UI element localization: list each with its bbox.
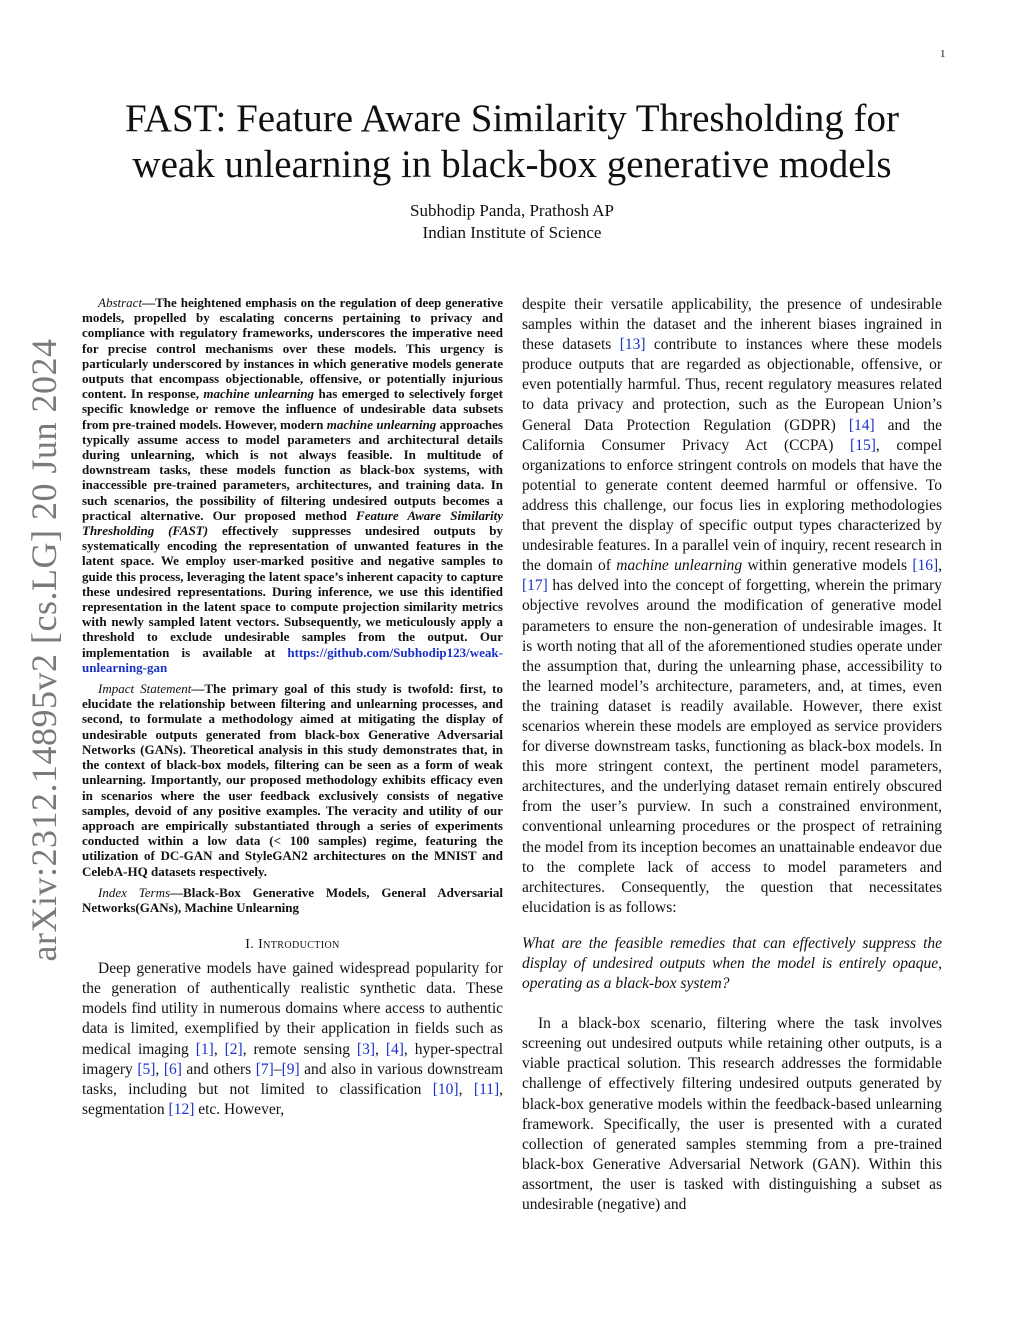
index-terms-text: Black-Box Generative Models, General Adversarial Networks(GANs), Machine Unlearning [82, 884, 503, 915]
author-names: Subhodip Panda, Prathosh AP [409, 201, 615, 220]
abstract-text-4: effectively suppresses undesired outputs by systematically encoding the representation of unwanted features in the latent space. We employ user-marked positive and negative samples to guide this process, leveraging the latent space’s inherent capacity to capture these undesired representations. During inference, we use this identified representation in the latent space to compute projection similarity metrics with newly sampled latent vectors. Subsequently, we meticulously apply a threshold to exclude undesirable samples from the output. Our implementation is available at [82, 523, 503, 660]
citation[interactable]: [5] [137, 1060, 156, 1078]
author-block [0, 200, 1024, 244]
code-link[interactable]: https://github.com/Subhodip123/weak-unlearning-gan [82, 644, 503, 675]
emphasis-machine-unlearning: machine unlearning [616, 557, 743, 575]
citation[interactable]: [16] [912, 557, 939, 575]
right-column [522, 295, 942, 1215]
left-column [82, 295, 503, 1120]
citation[interactable]: [9] [281, 1060, 300, 1078]
black-box-paragraph: In a black-box scenario, filtering where the task involves screening out undesired outputs while retaining other outputs, is a viable practical solution. This research addresses the formidable challenge of effectively filtering undesired outputs generated by black-box generative models within the feedback-based unlearning framework. Specifically, the user is presented with a curated collection of generated samples stemming from a pre-trained black-box Generative Adversarial Network (GAN). Within this assortment, the user is tasked with distinguishing a subset as undesirable (negative) and [522, 1015, 942, 1214]
section-heading-introduction [82, 937, 503, 953]
abstract-text-2: has emerged to selectively forget specific knowledge or remove the influence of undesirable data subsets from pre-trained models. However, modern [82, 386, 504, 432]
citation[interactable]: [12] [168, 1100, 195, 1118]
impact-text: The primary goal of this study is twofold: first, to elucidate the relationship between filtering and unlearning processes, and second, to formulate a methodology aimed at mitigating the display of undesirable outputs generated from black-box Generative Adversarial Networks (GANs). Theoretical analysis in this study demonstrates that, in the context of black-box models, filtering can be seen as a form of weak unlearning. Importantly, our proposed methodology exhibits efficacy even in scenarios where the user feedback exclusively consists of negative samples, devoid of any positive examples. The veracity and utility of our approach are empirically substantiated through a series of experiments conducted within a low data (< 100 samples) regime, featuring the utilization of DC-GAN and StyleGAN2 architectures on the MNIST and CelebA-HQ datasets respectively. [82, 681, 503, 879]
abstract-text-1: The heightened emphasis on the regulation of deep generative models, propelled by escalating concerns pertaining to privacy and compliance with regulatory frameworks, underscores the imperative need for precise control mechanisms over these models. This urgency is particularly underscored by instances in which generative models generate outputs that encompass objectionable, offensive, or potentially injurious content. In response, [82, 295, 503, 402]
title-line-1: FAST: Feature Aware Similarity Thresholding for [124, 97, 899, 140]
citation[interactable]: [10] [432, 1080, 459, 1098]
citation[interactable]: [17] [522, 577, 548, 595]
index-terms-label: Index Terms [98, 884, 171, 900]
section-title: Introduction [258, 937, 340, 953]
impact-label: Impact Statement [98, 681, 192, 697]
citation[interactable]: [11] [473, 1080, 500, 1098]
citation[interactable]: [2] [224, 1040, 243, 1058]
citation[interactable]: [6] [163, 1060, 182, 1078]
affiliation: Indian Institute of Science [422, 223, 602, 242]
abstract: Abstract—The heightened emphasis on the regulation of deep generative models, propelled by escalating concerns pertaining to privacy and compliance with regulatory frameworks, underscores the imperative need for precise control mechanisms over these models. This urgency is particularly underscored by instances in which generative models generate outputs that encompass objectionable, offensive, or potentially injurious content. In response, machine unlearning has emerged to selectively forget specific knowledge or remove the influence of undesirable data subsets from pre-trained models. However, modern machine unlearning approaches typically assume access to model parameters and architectural details during unlearning, which is not always feasible. In multitude of downstream tasks, these models function as black-box systems, with inaccessible pre-trained parameters, architectures, and training data. In such scenarios, the possibility of filtering undesired outputs becomes a practical alternative. Our proposed method Feature Aware Similarity Thresholding (FAST) effectively suppresses undesired outputs by systematically encoding the representation of unwanted features in the latent space. We employ user-marked positive and negative samples to guide this process, leveraging the latent space’s inherent capacity to capture these undesired representations. During inference, we use this identified representation in the latent space to compute projection similarity metrics with newly sampled latent vectors. Subsequently, we meticulously apply a threshold to exclude undesirable samples from the output. Our implementation is available at https://github.com/Subhodip123/weak-unlearning-gan Impact Statement—The primary goal of this study is twofold: first, to elucidate the relationship between filtering and unlearning processes, and second, to formulate a methodology aimed at mitigating the display of undesirable outputs generated from black-box Generative Adversarial Networks (GANs). Theoretical analysis in this study demonstrates that, in the context of black-box models, filtering can be seen as a form of weak unlearning. Importantly, our proposed methodology exhibits efficacy even in scenarios where the user feedback exclusively consists of negative samples, devoid of any positive examples. The veracity and utility of our approach are empirically substantiated through a series of experiments conducted within a low data (< 100 samples) regime, featuring the utilization of DC-GAN and StyleGAN2 architectures on the MNIST and CelebA-HQ datasets respectively. Index Terms—Black-Box Generative Models, General Adversarial Networks(GANs), Machine Unlearning [82, 295, 504, 915]
research-question: What are the feasible remedies that can effectively suppress the display of undesired outputs when the model is entirely opaque, operating as a black-box system? [522, 934, 942, 993]
abstract-em-1: machine unlearning [203, 386, 315, 402]
paper-title [0, 96, 1024, 188]
arxiv-stamp: arXiv:2312.14895v2 [cs.LG] 20 Jun 2024 [24, 338, 64, 962]
citation[interactable]: [4] [385, 1040, 404, 1058]
citation[interactable]: [3] [356, 1040, 375, 1058]
abstract-em-2: machine unlearning [326, 416, 437, 432]
page-number: 1 [940, 48, 946, 60]
title-line-2: weak unlearning in black-box generative models [132, 143, 892, 186]
citation[interactable]: [1] [195, 1040, 214, 1058]
citation[interactable]: [7] [255, 1060, 274, 1078]
abstract-em-3: Feature Aware Similarity Thresholding (FAST) [82, 507, 503, 539]
citation[interactable]: [13] [619, 336, 646, 354]
intro-paragraph-right: despite their versatile applicability, the presence of undesirable samples within the dataset and the inherent biases ingrained in these datasets [13] contribute to instances where these models produce outputs that are regarded as objectionable, offensive, or even potentially harmful. Thus, recent regulatory measures related to data privacy and protection, such as the European Union’s General Data Protection Regulation (GDPR) [14] and the California Consumer Privacy Act (CCPA) [15], compel organizations to enforce stringent controls on models that have the potential to generate content deemed harmful or offensive. To address this challenge, our focus lies in exploring methodologies that prevent the display of specific output types characterized by undesirable features. In a parallel vein of inquiry, recent research in the domain of machine unlearning within generative models [16], [17] has delved into the concept of forgetting, wherein the primary objective revolves around the modification of generative model parameters to ensure the non-generation of undesirable images. It is worth noting that all of the aforementioned studies operate under the assumption that, during the unlearning phase, accessibility to the learned model’s architecture, parameters, and, at times, even the training dataset is readily available. However, there exist scenarios wherein these models are employed as service providers for diverse downstream tasks, functioning as black-box models. In this more stringent context, the pertinent model parameters, architectures, and the underlying dataset remain entirely obscured from the user’s purview. In such a constrained environment, conventional unlearning procedures or the prospect of retraining the model from its inception becomes an unattainable endeavor due to the complete lack of access to model parameters and architectures. Consequently, the question that necessitates elucidation is as follows: [522, 296, 943, 916]
intro-paragraph-left: Deep generative models have gained widespread popularity for the generation of authentically realistic synthetic data. These models find utility in numerous domains where access to authentic data is limited, exemplified by their application in fields such as medical imaging [1], [2], remote sensing [3], [4], hyper-spectral imagery [5], [6] and others [7]–[9] and also in various downstream tasks, including but not limited to classification [10], [11], segmentation [12] etc. However, [82, 960, 504, 1118]
section-number: I. [245, 937, 255, 953]
abstract-label: Abstract [98, 295, 143, 310]
citation[interactable]: [15] [850, 436, 876, 454]
citation[interactable]: [14] [848, 416, 875, 434]
abstract-text-3: approaches typically assume access to model parameters and architectural details during unlearning, which is not always feasible. In multitude of downstream tasks, these models function as black-box systems, with inaccessible pre-trained parameters, architectures, and training data. In such scenarios, the possibility of filtering undesired outputs becomes a practical alternative. Our proposed method [82, 416, 503, 523]
